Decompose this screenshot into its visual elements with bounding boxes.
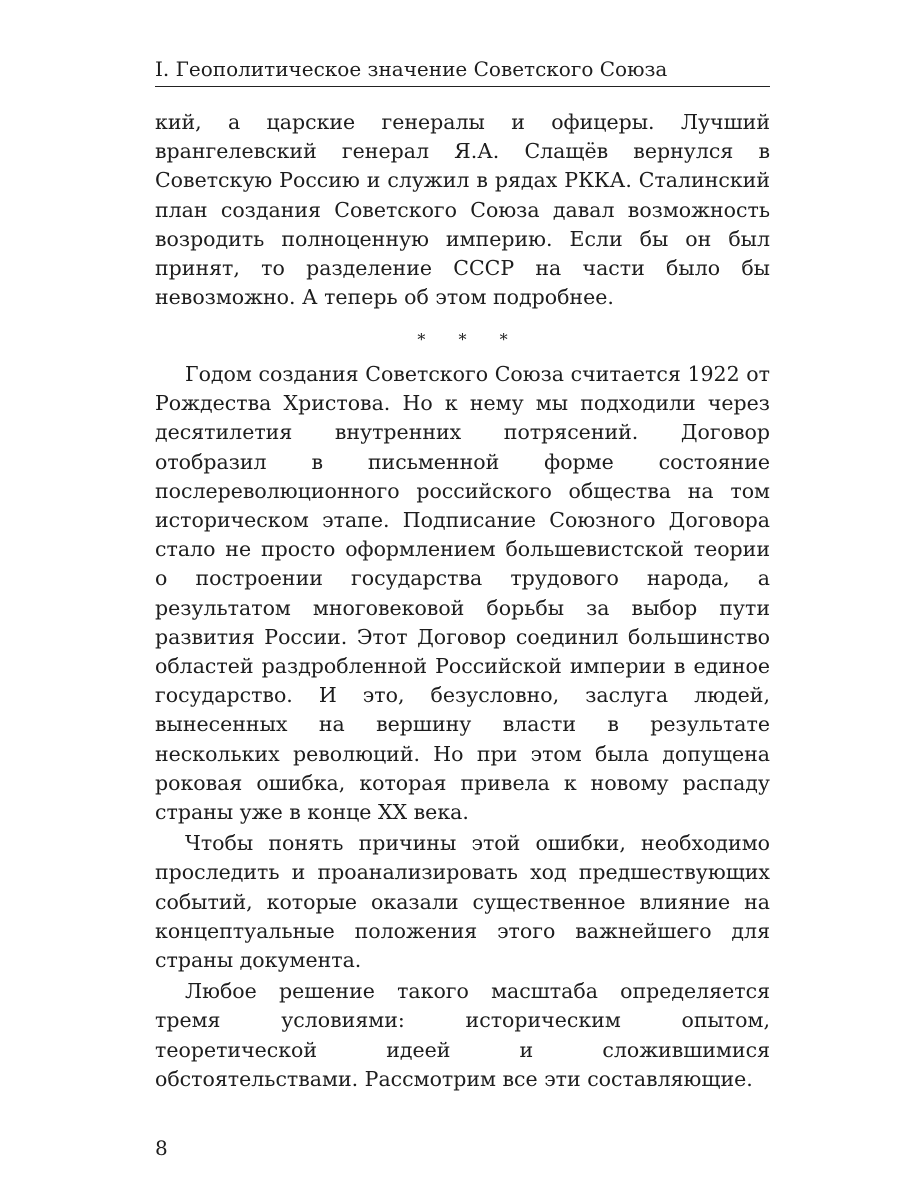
paragraph-causes-of-error: Чтобы понять причины этой ошибки, необходимо проследить и проанализировать ход предшествующих событий, которые оказали существенное влияние на концептуальные положения этого важнейшего для страны документа. — [155, 831, 770, 973]
paragraph-continuation: кий, а царские генералы и офицеры. Лучший врангелевский генерал Я.А. Слащёв вернулся в Советскую Россию и служил в рядах РККА. Сталинский план создания Советского Союза давал возможность возродить полноценную империю. Если бы он был принят, то разделение СССР на части было бы невозможно. А теперь об этом подробнее. — [155, 110, 770, 310]
text-block-main — [155, 360, 770, 1094]
text-block-top — [155, 108, 770, 312]
running-head: I. Геополитическое значение Советского Союза — [155, 57, 668, 81]
header-rule — [155, 86, 770, 87]
page-number: 8 — [155, 1136, 168, 1160]
paragraph-three-conditions: Любое решение такого масштаба определяется тремя условиями: историческим опытом, теоретической идеей и сложившимися обстоятельствами. Рассмотрим все эти составляющие. — [155, 979, 770, 1091]
section-break-asterisks: * * * — [417, 330, 522, 349]
paragraph-soviet-union-creation: Годом создания Советского Союза считается 1922 от Рождества Христова. Но к нему мы подходили через десятилетия внутренних потрясений. Договор отобразил в письменной форме состояние послереволюционного российского общества на том историческом этапе. Подписание Союзного Договора стало не просто оформлением большевистской теории о построении государства трудового народа, а результатом многовековой борьбы за выбор пути развития России. Этот Договор соединил большинство областей раздробленной Российской империи в единое государство. И это, безусловно, заслуга людей, вынесенных на вершину власти в результате нескольких революций. Но при этом была допущена роковая ошибка, которая привела к новому распаду страны уже в конце XX века. — [155, 362, 770, 825]
